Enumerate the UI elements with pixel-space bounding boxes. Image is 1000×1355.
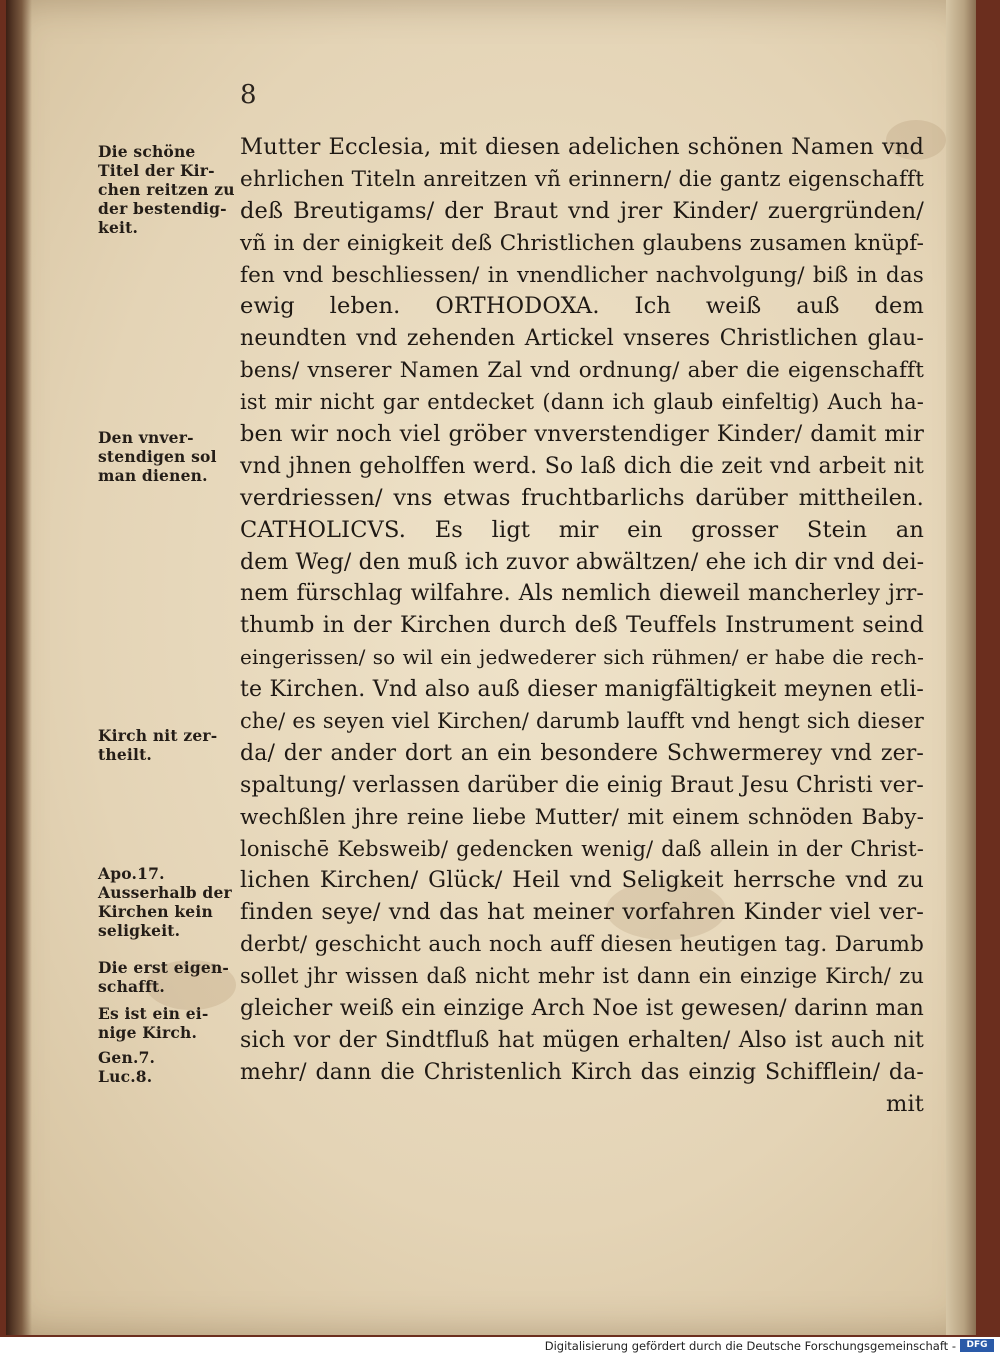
catchword: mit xyxy=(885,1090,924,1117)
margin-note-line: keit. xyxy=(98,218,139,237)
margin-note-line: der bestendig- xyxy=(98,199,227,218)
binding-gutter xyxy=(6,0,32,1335)
margin-note-line: man dienen. xyxy=(98,466,208,485)
dfg-logo-icon: DFG xyxy=(960,1339,994,1352)
text-line: te Kirchen. Vnd also auß dieser manigfältigkeit meynen etli- xyxy=(240,677,924,703)
text-line: lonischē Kebsweib/ gedencken wenig/ daß allein in der Christ- xyxy=(240,836,924,861)
margin-note-line: Ausserhalb der xyxy=(98,883,232,902)
margin-note xyxy=(98,958,238,996)
page-number: 8 xyxy=(240,80,257,110)
text-line: CATHOLICVS. Es ligt mir ein grosser Stein an xyxy=(240,516,924,543)
margin-note-line: Luc.8. xyxy=(98,1067,153,1086)
margin-note-line: chen reitzen zu xyxy=(98,180,235,199)
text-line: eingerissen/ so wil ein jedwederer sich rühmen/ er habe die rech- xyxy=(240,645,924,670)
text-line: bens/ vnserer Namen Zal vnd ordnung/ aber die eigenschafft xyxy=(240,358,924,384)
margin-note-line: schafft. xyxy=(98,977,165,996)
text-line: fen vnd beschliessen/ in vnendlicher nachvolgung/ biß in das xyxy=(240,262,924,288)
text-line: spaltung/ verlassen darüber die einig Braut Jesu Christi ver- xyxy=(240,772,924,798)
margin-note-line: Apo.17. xyxy=(98,864,165,883)
margin-note xyxy=(98,1004,238,1042)
margin-note-line: stendigen sol xyxy=(98,447,217,466)
margin-note-line: nige Kirch. xyxy=(98,1023,198,1042)
text-line: sollet jhr wissen daß nicht mehr ist dann ein einzige Kirch/ zu xyxy=(240,964,924,989)
margin-note-line: Kirch nit zer- xyxy=(98,726,218,745)
margin-note xyxy=(98,726,238,764)
margin-note-line: Titel der Kir- xyxy=(98,161,215,180)
text-line: mehr/ dann die Christenlich Kirch das einzig Schifflein/ da- xyxy=(240,1059,924,1085)
body-text xyxy=(240,132,924,1121)
text-line: lichen Kirchen/ Glück/ Heil vnd Seligkeit herrsche vnd zu xyxy=(240,867,924,894)
text-line: derbt/ geschicht auch noch auff diesen heutigen tag. Darumb xyxy=(240,932,924,958)
text-line: sich vor der Sindtfluß hat mügen erhalten/ Also ist auch nit xyxy=(240,1027,924,1053)
text-line: ist mir nicht gar entdecket (dann ich glaub einfeltig) Auch ha- xyxy=(240,390,924,415)
text-line: da/ der ander dort an ein besondere Schwermerey vnd zer- xyxy=(240,740,924,766)
text-line: finden seye/ vnd das hat meiner vorfahren Kinder viel ver- xyxy=(240,899,924,926)
margin-note-line: theilt. xyxy=(98,745,153,764)
text-line: nem fürschlag wilfahre. Als nemlich dieweil mancherley jrr- xyxy=(240,581,924,607)
text-line: ehrlichen Titeln anreitzen vñ erinnern/ die gantz eigenschafft xyxy=(240,166,924,192)
margin-note-line: Die schöne xyxy=(98,142,196,161)
margin-note-line: Gen.7. xyxy=(98,1048,156,1067)
margin-note-line: Die erst eigen- xyxy=(98,958,230,977)
text-line: deß Breutigams/ der Braut vnd jrer Kinder/ zuergründen/ xyxy=(240,197,924,224)
funding-notice: Digitalisierung gefördert durch die Deutsche Forschungsgemeinschaft - xyxy=(544,1339,956,1353)
text-line: ewig leben. ORTHODOXA. Ich weiß auß dem xyxy=(240,293,924,320)
text-line: thumb in der Kirchen durch deß Teuffels Instrument seind xyxy=(240,612,924,639)
text-line: vnd jhnen geholffen werd. So laß dich die zeit vnd arbeit nit xyxy=(240,453,924,479)
book-page xyxy=(6,0,976,1335)
text-line: verdriessen/ vns etwas fruchtbarlichs darüber mittheilen. xyxy=(240,484,924,511)
text-line: neundten vnd zehenden Artickel vnseres Christlichen glau- xyxy=(240,326,924,352)
margin-note xyxy=(98,142,238,237)
margin-note-line: Den vnver- xyxy=(98,428,194,447)
text-line: gleicher weiß ein einzige Arch Noe ist gewesen/ darinn man xyxy=(240,996,924,1022)
text-line: Mutter Ecclesia, mit diesen adelichen schönen Namen vnd xyxy=(240,134,924,160)
margin-note-line: Es ist ein ei- xyxy=(98,1004,209,1023)
text-line: dem Weg/ den muß ich zuvor abwältzen/ ehe ich dir vnd dei- xyxy=(240,549,925,575)
margin-note xyxy=(98,864,238,940)
text-line: wechßlen jhre reine liebe Mutter/ mit einem schnöden Baby- xyxy=(240,804,924,830)
margin-note xyxy=(98,428,238,485)
margin-note-line: seligkeit. xyxy=(98,921,181,940)
digitization-footer xyxy=(0,1337,1000,1355)
margin-note-line: Kirchen kein xyxy=(98,902,213,921)
text-line: vñ in der einigkeit deß Christlichen glaubens zusamen knüpf- xyxy=(240,230,924,256)
text-line: che/ es seyen viel Kirchen/ darumb laufft vnd hengt sich dieser xyxy=(240,709,924,734)
page-edge xyxy=(946,0,976,1335)
text-line: ben wir noch viel gröber vnverstendiger Kinder/ damit mir xyxy=(240,421,924,448)
margin-note xyxy=(98,1048,238,1086)
